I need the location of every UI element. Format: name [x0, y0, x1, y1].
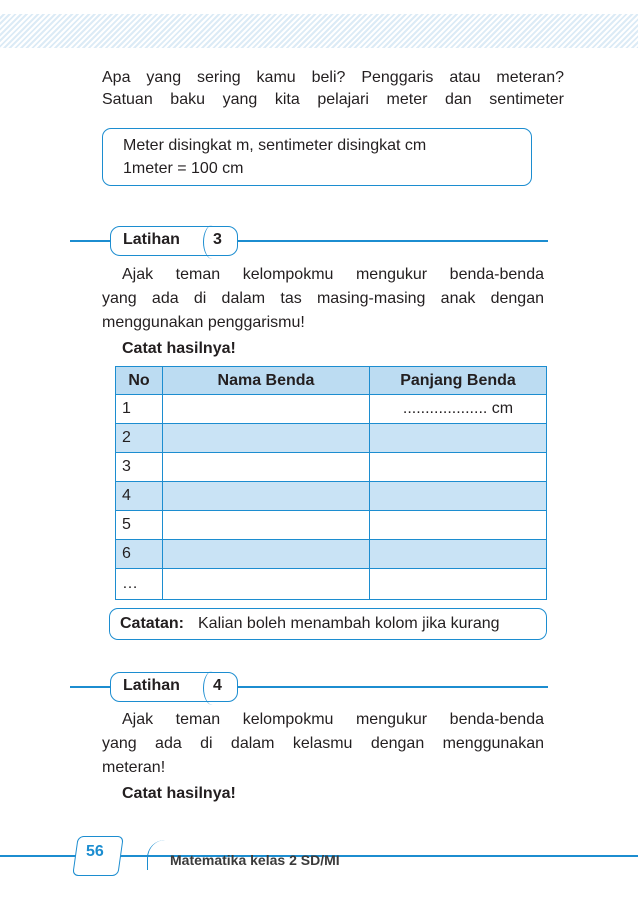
row-no: 4: [116, 482, 163, 511]
header-no: No: [116, 367, 163, 395]
row-length: ................... cm: [370, 395, 547, 424]
header-nama-benda: Nama Benda: [163, 367, 370, 395]
measurement-table: [115, 366, 547, 600]
table-row: [116, 540, 547, 569]
row-length: [370, 511, 547, 540]
note-box: [109, 608, 547, 640]
row-length: [370, 424, 547, 453]
table-row: [116, 395, 547, 424]
table-row: [116, 453, 547, 482]
definition-line-2: 1meter = 100 cm: [123, 160, 244, 177]
note-text: Kalian boleh menambah kolom jika kurang: [198, 615, 500, 632]
definition-box: [102, 128, 532, 186]
header-panjang-benda: Panjang Benda: [370, 367, 547, 395]
table-row: [116, 511, 547, 540]
intro-line-2: Satuan baku yang kita pelajari meter dan sentimeter: [102, 91, 564, 108]
top-decorative-band: [0, 14, 638, 48]
row-no: 6: [116, 540, 163, 569]
latihan-4-line-1: Ajak teman kelompokmu mengukur benda-benda: [122, 711, 544, 728]
latihan-3-instruction: Catat hasilnya!: [122, 340, 236, 357]
latihan-4-number: 4: [213, 677, 222, 694]
latihan-4-line-3: meteran!: [102, 759, 166, 776]
latihan-3-text: [102, 263, 544, 361]
row-no: 2: [116, 424, 163, 453]
page-number: 56: [86, 843, 104, 860]
latihan-4-line-2: yang ada di dalam kelasmu dengan menggunakan: [102, 735, 544, 752]
row-length: [370, 540, 547, 569]
book-title: Matematika kelas 2 SD/MI: [170, 852, 340, 868]
row-length: [370, 482, 547, 511]
note-label: Catatan:: [120, 615, 185, 632]
row-name: [163, 511, 370, 540]
intro-paragraph: [102, 67, 564, 111]
table-row: [116, 424, 547, 453]
row-length: [370, 569, 547, 600]
row-name: [163, 540, 370, 569]
latihan-3-line-3: menggunakan penggarismu!: [102, 314, 305, 331]
row-no: 1: [116, 395, 163, 424]
latihan-3-tag: [110, 226, 238, 256]
latihan-4-tag: [110, 672, 238, 702]
row-name: [163, 453, 370, 482]
latihan-3-label: Latihan: [123, 231, 180, 248]
latihan-3-line-2: yang ada di dalam tas masing-masing anak dengan: [102, 290, 544, 307]
definition-line-1: Meter disingkat m, sentimeter disingkat cm: [123, 137, 427, 154]
row-name: [163, 395, 370, 424]
row-length: [370, 453, 547, 482]
row-name: [163, 482, 370, 511]
latihan-3-number: 3: [213, 231, 222, 248]
row-name: [163, 424, 370, 453]
latihan-4-label: Latihan: [123, 677, 180, 694]
row-no: …: [116, 569, 163, 600]
table-row: [116, 482, 547, 511]
row-no: 3: [116, 453, 163, 482]
row-name: [163, 569, 370, 600]
latihan-4-text: [102, 708, 544, 806]
table-header-row: [116, 367, 547, 395]
latihan-3-line-1: Ajak teman kelompokmu mengukur benda-benda: [122, 266, 544, 283]
row-no: 5: [116, 511, 163, 540]
table-row: [116, 569, 547, 600]
latihan-4-instruction: Catat hasilnya!: [122, 785, 236, 802]
intro-line-1: Apa yang sering kamu beli? Penggaris atau meteran?: [102, 69, 564, 86]
